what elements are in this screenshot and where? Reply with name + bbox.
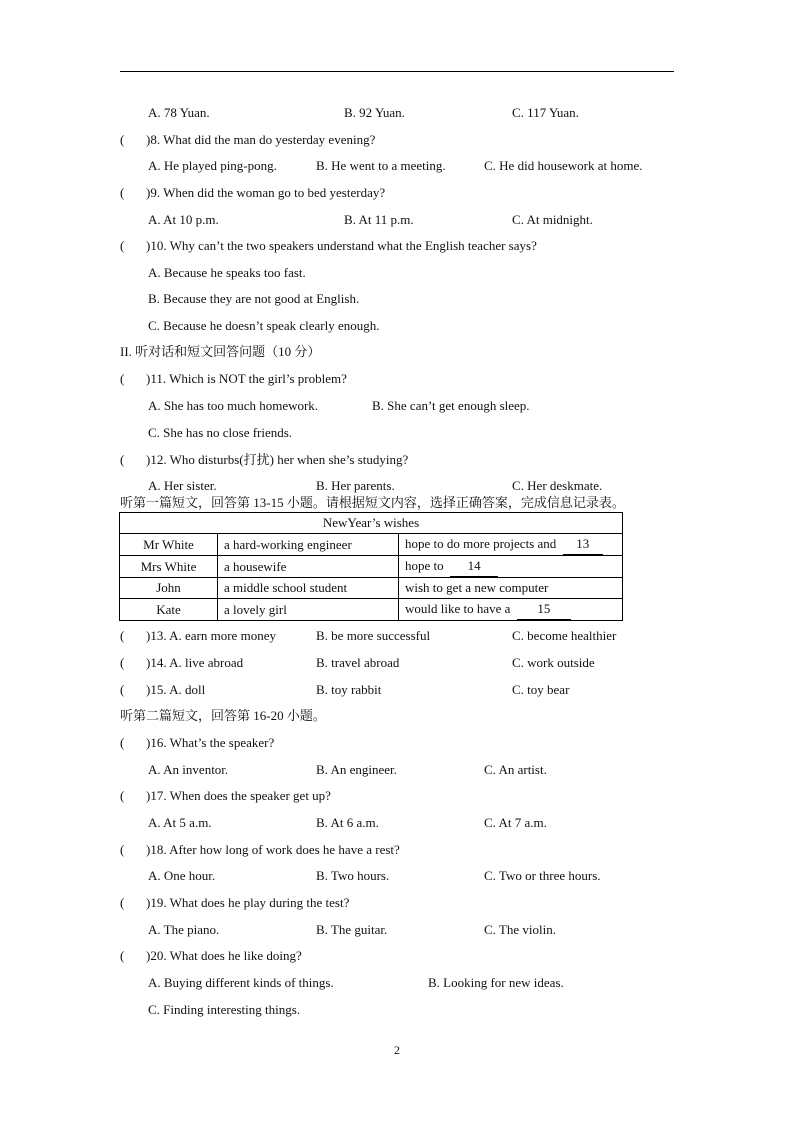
- q10-option-c: C. Because he doesn’t speak clearly enough.: [148, 318, 380, 333]
- q19-option-a: A. The piano.: [148, 922, 220, 937]
- q9-option-c: C. At midnight.: [512, 212, 593, 227]
- q8-option-a: A. He played ping-pong.: [148, 158, 277, 173]
- answer-paren: (: [120, 788, 125, 803]
- q15-question: [0, 681, 794, 699]
- q18-options: [0, 867, 794, 885]
- q8-question: [0, 131, 794, 149]
- q8-text: )8. What did the man do yesterday evening?: [146, 132, 376, 147]
- answer-paren: (: [120, 735, 125, 750]
- q17-option-c: C. At 7 a.m.: [484, 815, 547, 830]
- wish-text: hope to: [405, 558, 444, 573]
- q19-option-c: C. The violin.: [484, 922, 556, 937]
- q11-options: [0, 397, 794, 415]
- person-desc: a hard-working engineer: [218, 534, 399, 556]
- q12-option-b: B. Her parents.: [316, 478, 395, 493]
- q18-option-b: B. Two hours.: [316, 868, 390, 883]
- q15-option-c: C. toy bear: [512, 682, 570, 697]
- answer-paren: (: [120, 452, 125, 467]
- table-caption-row: [120, 513, 623, 534]
- answer-paren: (: [120, 842, 125, 857]
- q8-option-b: B. He went to a meeting.: [316, 158, 446, 173]
- passage-2-instruction-text: 听第二篇短文，回答第 16-20 小题。: [120, 708, 326, 723]
- q19-options: [0, 921, 794, 939]
- person-name: Kate: [120, 599, 218, 621]
- q7-option-c: C. 117 Yuan.: [512, 105, 579, 120]
- q18-text: )18. After how long of work does he have a rest?: [146, 842, 400, 857]
- q20-options: [0, 974, 794, 992]
- q9-question: [0, 184, 794, 202]
- answer-paren: (: [120, 948, 125, 963]
- q7-option-b: B. 92 Yuan.: [344, 105, 405, 120]
- q17-option-a: A. At 5 a.m.: [148, 815, 212, 830]
- answer-paren: (: [120, 628, 125, 643]
- table-row: [120, 578, 623, 599]
- q9-text: )9. When did the woman go to bed yesterday?: [146, 185, 386, 200]
- q10-option-a: A. Because he speaks too fast.: [148, 265, 306, 280]
- q13-text: )13. A. earn more money: [146, 628, 276, 643]
- q13-option-b: B. be more successful: [316, 628, 431, 643]
- answer-paren: (: [120, 185, 125, 200]
- passage-1-instruction-text: 听第一篇短文，回答第 13-15 小题。请根据短文内容，选择正确答案，完成信息记录表。: [120, 495, 625, 510]
- q19-question: [0, 894, 794, 912]
- q20-text: )20. What does he like doing?: [146, 948, 302, 963]
- person-desc: a lovely girl: [218, 599, 399, 621]
- q17-question: [0, 787, 794, 805]
- q11-option-a: A. She has too much homework.: [148, 398, 319, 413]
- blank-13: 13: [563, 534, 603, 555]
- q16-options: [0, 761, 794, 779]
- answer-paren: (: [120, 895, 125, 910]
- q13-option-c: C. become healthier: [512, 628, 617, 643]
- answer-paren: (: [120, 682, 125, 697]
- q14-text: )14. A. live abroad: [146, 655, 244, 670]
- person-wish: [399, 599, 623, 621]
- table-caption: NewYear’s wishes: [120, 513, 623, 534]
- q16-question: [0, 734, 794, 752]
- q7-option-a: A. 78 Yuan.: [148, 105, 210, 120]
- person-name: John: [120, 578, 218, 599]
- table-row: [120, 556, 623, 578]
- wish-text: wish to get a new computer: [405, 580, 549, 595]
- q20-option-c-line: [0, 1001, 794, 1019]
- passage-2-instruction: [0, 707, 794, 725]
- wish-text: hope to do more projects and: [405, 536, 557, 551]
- q18-option-a: A. One hour.: [148, 868, 216, 883]
- q16-option-a: A. An inventor.: [148, 762, 229, 777]
- q8-options: [0, 157, 794, 175]
- blank-14: 14: [450, 556, 498, 577]
- q10-question: [0, 237, 794, 255]
- q10-option-b: B. Because they are not good at English.: [148, 291, 360, 306]
- section-heading: [0, 343, 794, 361]
- q10-option-b-line: [0, 290, 794, 308]
- q12-option-c: C. Her deskmate.: [512, 478, 603, 493]
- q19-option-b: B. The guitar.: [316, 922, 388, 937]
- person-desc: a housewife: [218, 556, 399, 578]
- table-row: [120, 534, 623, 556]
- q10-option-a-line: [0, 264, 794, 282]
- answer-paren: (: [120, 132, 125, 147]
- q7-options: [0, 104, 794, 122]
- q19-text: )19. What does he play during the test?: [146, 895, 350, 910]
- q14-option-c: C. work outside: [512, 655, 595, 670]
- q12-option-a: A. Her sister.: [148, 478, 217, 493]
- q11-text: )11. Which is NOT the girl’s problem?: [146, 371, 347, 386]
- q15-option-b: B. toy rabbit: [316, 682, 382, 697]
- q20-option-a: A. Buying different kinds of things.: [148, 975, 334, 990]
- q16-option-b: B. An engineer.: [316, 762, 397, 777]
- section-2-title: II. 听对话和短文回答问题（10 分）: [120, 344, 321, 359]
- wishes-table: [119, 512, 623, 621]
- q13-question: [0, 627, 794, 645]
- q8-option-c: C. He did housework at home.: [484, 158, 643, 173]
- q20-option-b: B. Looking for new ideas.: [428, 975, 564, 990]
- q14-question: [0, 654, 794, 672]
- q18-question: [0, 841, 794, 859]
- q14-option-b: B. travel abroad: [316, 655, 400, 670]
- q12-question: [0, 451, 794, 469]
- person-wish: [399, 578, 623, 599]
- q9-options: [0, 211, 794, 229]
- q15-text: )15. A. doll: [146, 682, 206, 697]
- answer-paren: (: [120, 371, 125, 386]
- q18-option-c: C. Two or three hours.: [484, 868, 601, 883]
- person-wish: [399, 556, 623, 578]
- q17-options: [0, 814, 794, 832]
- q20-option-c: C. Finding interesting things.: [148, 1002, 301, 1017]
- passage-1-instruction: [0, 494, 794, 512]
- blank-15: 15: [517, 599, 571, 620]
- person-wish: [399, 534, 623, 556]
- answer-paren: (: [120, 655, 125, 670]
- table-row: [120, 599, 623, 621]
- q12-text: )12. Who disturbs(打扰) her when she’s studying?: [146, 452, 409, 467]
- q17-text: )17. When does the speaker get up?: [146, 788, 331, 803]
- answer-paren: (: [120, 238, 125, 253]
- page-number: 2: [394, 1043, 400, 1057]
- wish-text: would like to have a: [405, 601, 511, 616]
- q16-text: )16. What’s the speaker?: [146, 735, 275, 750]
- q10-text: )10. Why can’t the two speakers understand what the English teacher says?: [146, 238, 537, 253]
- header-rule: [120, 71, 674, 72]
- q9-option-b: B. At 11 p.m.: [344, 212, 414, 227]
- q11-option-c-line: [0, 424, 794, 442]
- person-desc: a middle school student: [218, 578, 399, 599]
- q11-option-c: C. She has no close friends.: [148, 425, 293, 440]
- q9-option-a: A. At 10 p.m.: [148, 212, 219, 227]
- q11-question: [0, 370, 794, 388]
- person-name: Mrs White: [120, 556, 218, 578]
- q11-option-b: B. She can’t get enough sleep.: [372, 398, 530, 413]
- q10-option-c-line: [0, 317, 794, 335]
- person-name: Mr White: [120, 534, 218, 556]
- q16-option-c: C. An artist.: [484, 762, 547, 777]
- q12-options: [0, 477, 794, 495]
- q17-option-b: B. At 6 a.m.: [316, 815, 379, 830]
- q20-question: [0, 947, 794, 965]
